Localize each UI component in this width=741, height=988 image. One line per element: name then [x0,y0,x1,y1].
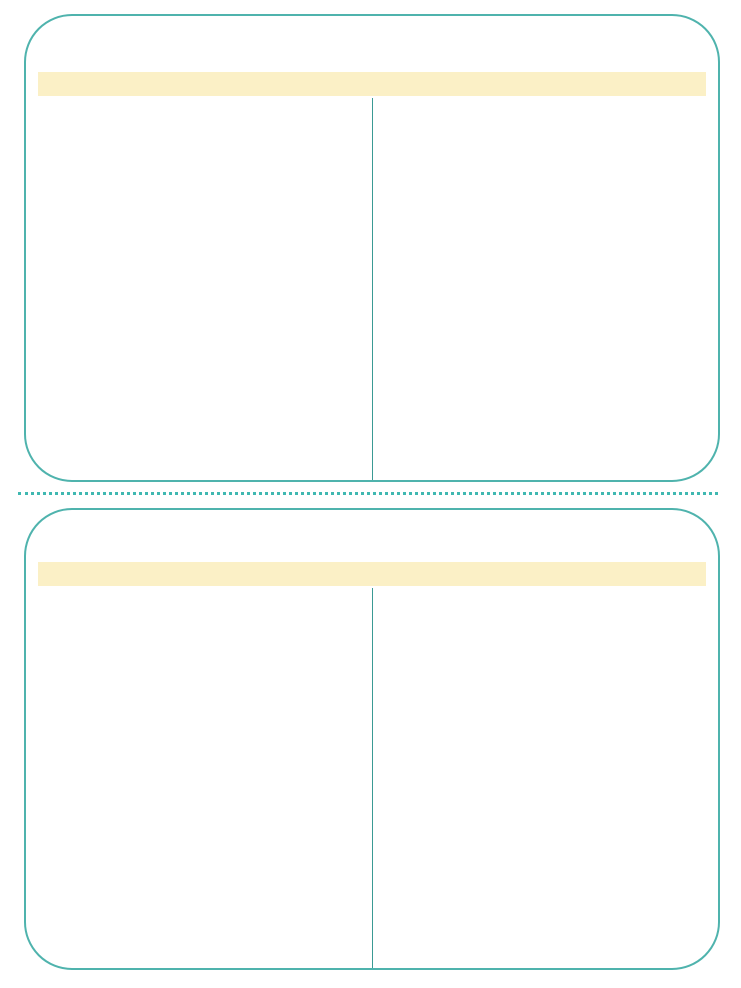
cut-line [18,492,718,495]
dictation-card [24,508,720,970]
reading-card [24,14,720,482]
unit-header-bar [38,562,706,586]
unit-header-bar [38,72,706,96]
column-divider [372,588,373,968]
column-divider [372,98,373,480]
